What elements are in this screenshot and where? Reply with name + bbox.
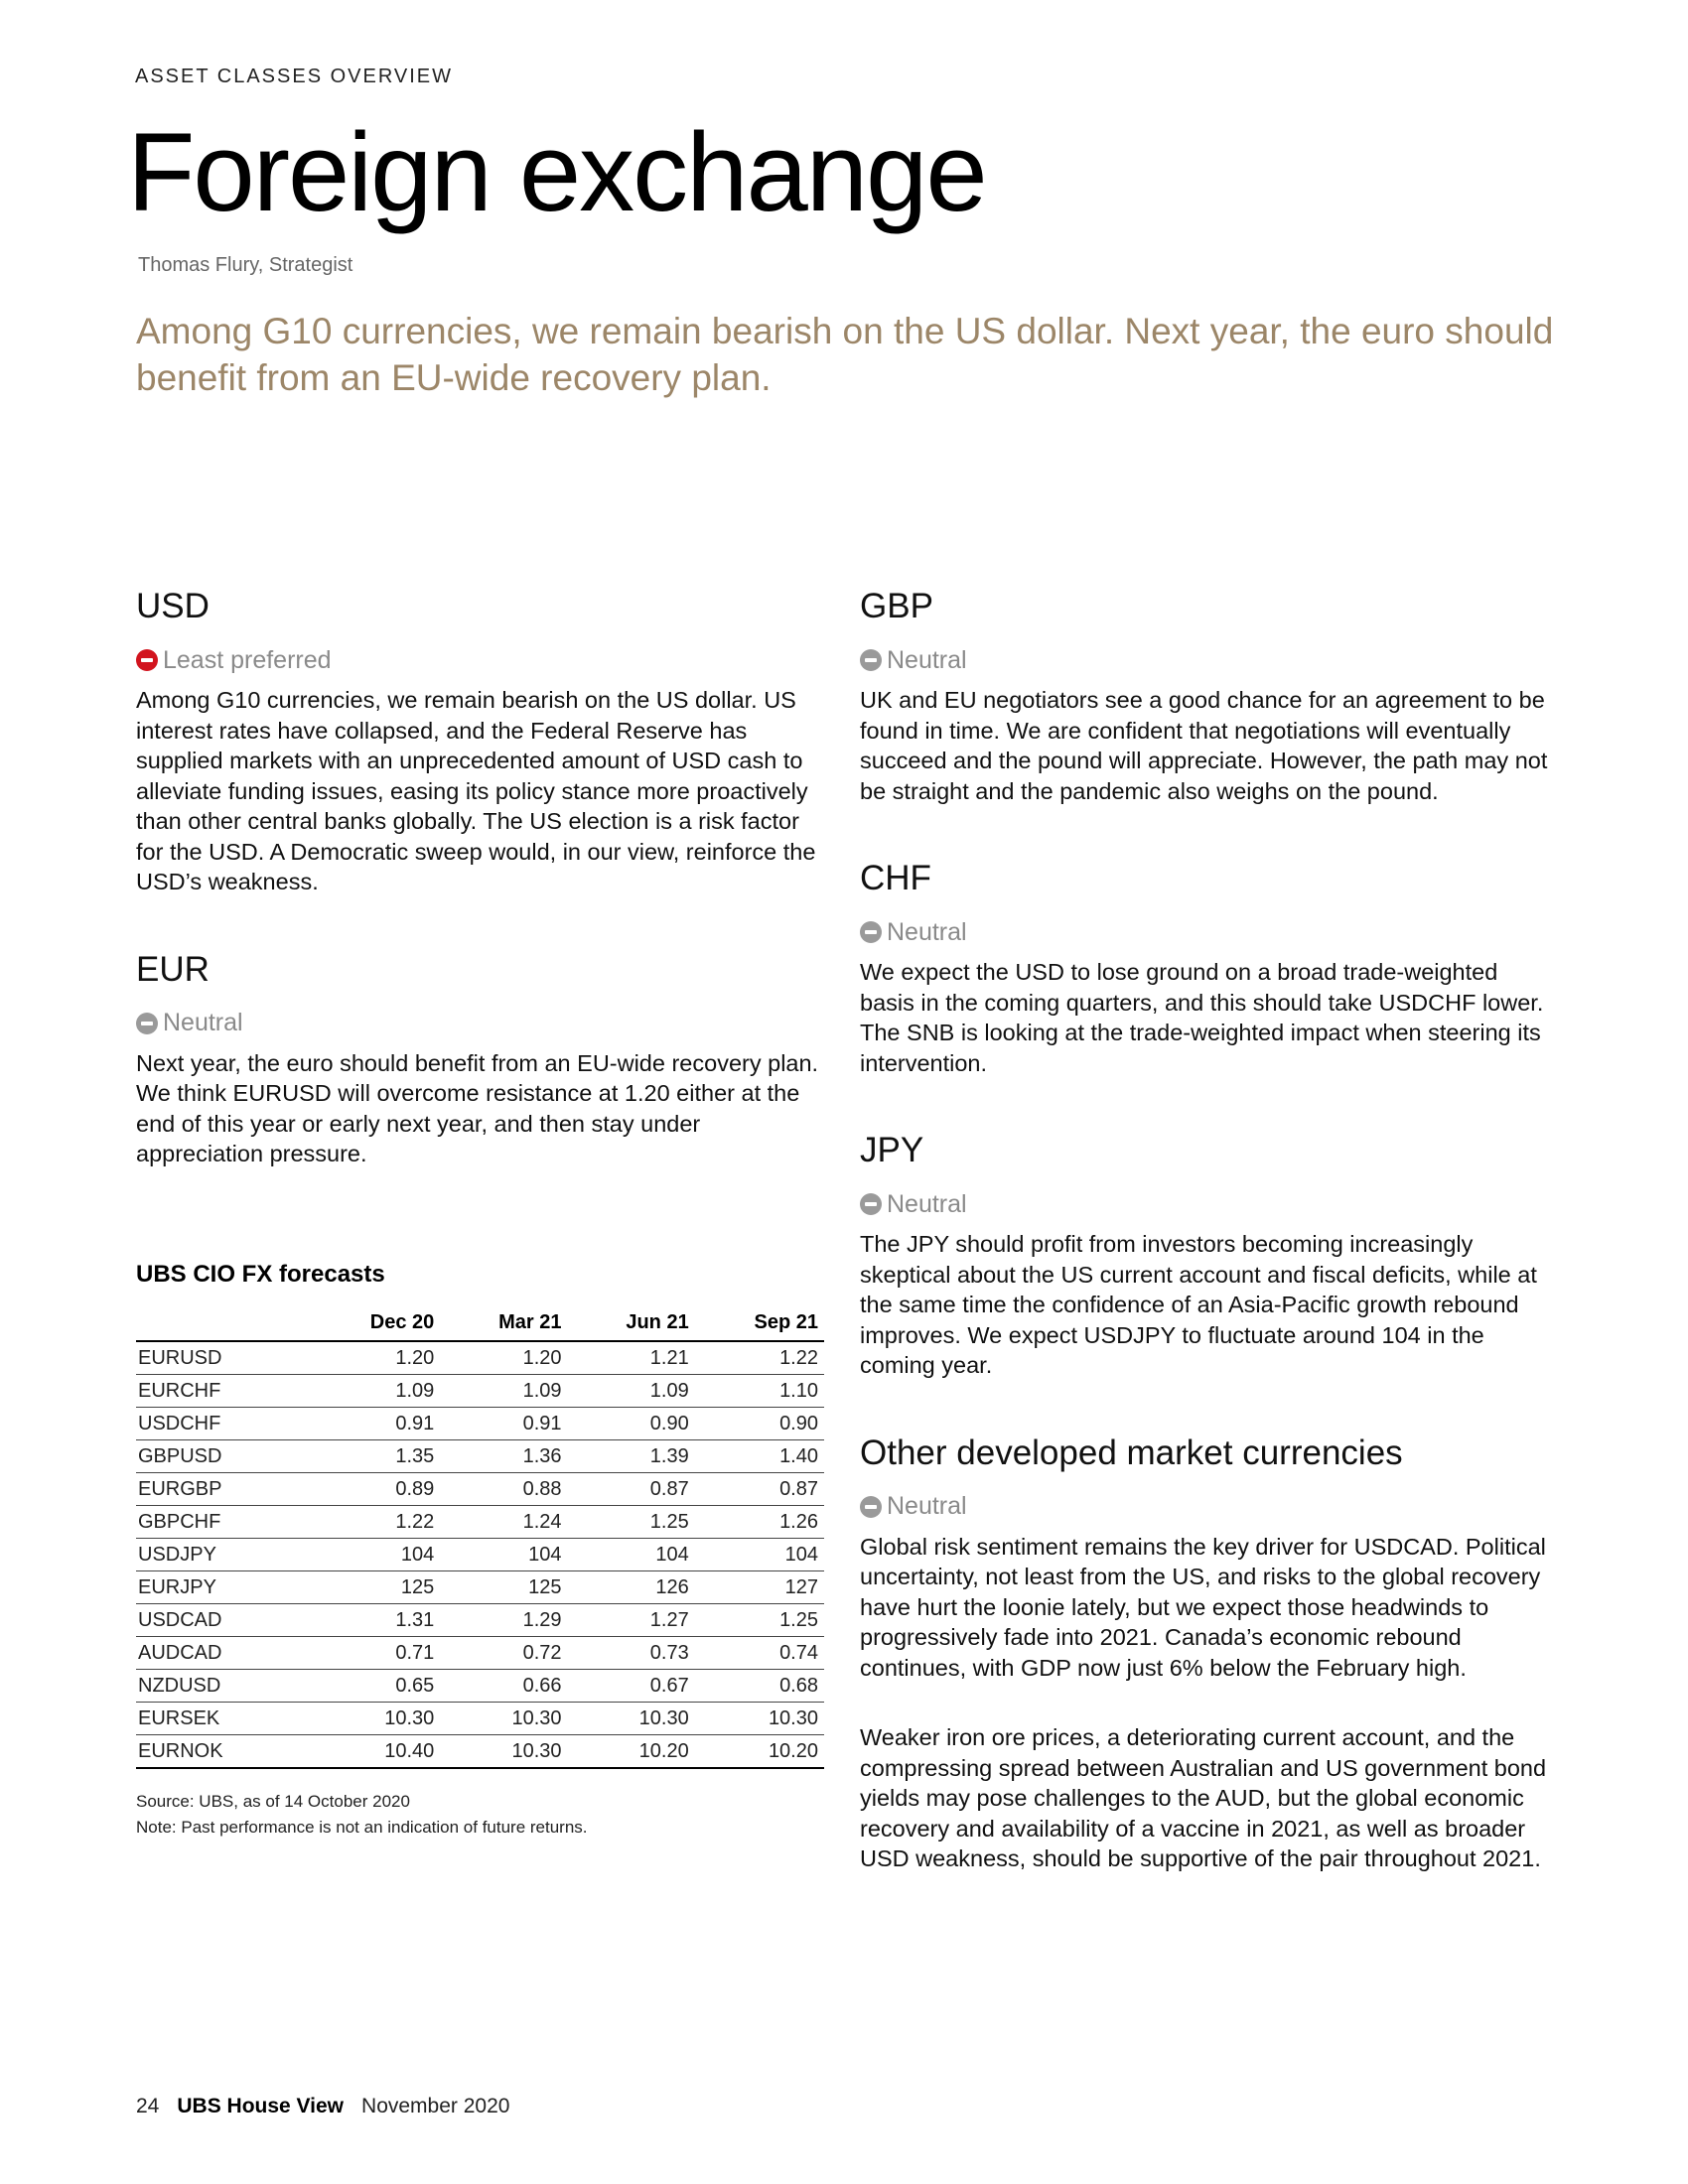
forecast-cell: 1.24 bbox=[440, 1506, 567, 1539]
forecast-cell: 125 bbox=[311, 1571, 440, 1604]
left-column bbox=[136, 586, 831, 1221]
other-dm-rating bbox=[860, 1492, 1555, 1522]
table-row bbox=[136, 1735, 824, 1769]
forecast-cell: 127 bbox=[695, 1571, 824, 1604]
forecast-cell: 10.30 bbox=[440, 1735, 567, 1769]
forecast-cell: 0.91 bbox=[440, 1408, 567, 1440]
table-row bbox=[136, 1473, 824, 1506]
usd-section bbox=[136, 586, 831, 897]
gbp-rating-label: Neutral bbox=[887, 645, 967, 674]
page-title: Foreign exchange bbox=[127, 110, 986, 234]
chf-rating bbox=[860, 917, 1555, 947]
publication-date: November 2020 bbox=[361, 2095, 510, 2117]
gbp-section bbox=[860, 586, 1555, 806]
forecast-cell: 1.39 bbox=[568, 1440, 695, 1473]
section-label: ASSET CLASSES OVERVIEW bbox=[135, 66, 454, 87]
forecast-cell: 10.20 bbox=[695, 1735, 824, 1769]
forecast-cell: 1.09 bbox=[568, 1375, 695, 1408]
author-byline: Thomas Flury, Strategist bbox=[138, 254, 353, 276]
currency-pair-cell: GBPUSD bbox=[136, 1440, 311, 1473]
forecast-cell: 1.29 bbox=[440, 1604, 567, 1637]
usd-rating-label: Least preferred bbox=[163, 645, 332, 674]
forecast-cell: 126 bbox=[568, 1571, 695, 1604]
forecast-cell: 1.26 bbox=[695, 1506, 824, 1539]
table-row bbox=[136, 1703, 824, 1735]
forecast-cell: 10.30 bbox=[311, 1703, 440, 1735]
table-row bbox=[136, 1604, 824, 1637]
eur-rating bbox=[136, 1009, 831, 1038]
eur-section bbox=[136, 949, 831, 1169]
forecast-cell: 1.25 bbox=[568, 1506, 695, 1539]
forecast-cell: 1.22 bbox=[311, 1506, 440, 1539]
forecast-cell: 0.68 bbox=[695, 1670, 824, 1703]
lead-paragraph: Among G10 currencies, we remain bearish on the US dollar. Next year, the euro should benefit from an EU-wide recovery plan. bbox=[136, 311, 1554, 398]
gbp-rating bbox=[860, 645, 1555, 675]
neutral-icon bbox=[136, 1013, 158, 1034]
gbp-heading: GBP bbox=[860, 587, 933, 625]
forecast-cell: 10.40 bbox=[311, 1735, 440, 1769]
currency-pair-cell: EURUSD bbox=[136, 1341, 311, 1375]
page-number: 24 bbox=[136, 2095, 160, 2117]
forecast-cell: 104 bbox=[311, 1539, 440, 1571]
forecast-cell: 0.71 bbox=[311, 1637, 440, 1670]
forecast-cell: 10.30 bbox=[695, 1703, 824, 1735]
fx-forecast-table bbox=[136, 1308, 824, 1769]
forecast-cell: 0.89 bbox=[311, 1473, 440, 1506]
chf-rating-label: Neutral bbox=[887, 917, 967, 946]
usd-heading: USD bbox=[136, 587, 210, 625]
column-header: Mar 21 bbox=[440, 1308, 567, 1341]
forecast-cell: 10.20 bbox=[568, 1735, 695, 1769]
chf-section bbox=[860, 858, 1555, 1078]
table-row bbox=[136, 1506, 824, 1539]
table-row bbox=[136, 1440, 824, 1473]
fx-forecast-table-block bbox=[136, 1261, 824, 1841]
forecast-cell: 104 bbox=[568, 1539, 695, 1571]
neutral-icon bbox=[860, 649, 882, 671]
other-dm-rating-label: Neutral bbox=[887, 1492, 967, 1520]
forecast-cell: 1.36 bbox=[440, 1440, 567, 1473]
forecast-cell: 0.87 bbox=[568, 1473, 695, 1506]
other-dm-heading: Other developed market currencies bbox=[860, 1433, 1403, 1472]
eur-rating-label: Neutral bbox=[163, 1009, 243, 1036]
other-dm-section bbox=[860, 1433, 1555, 1874]
neutral-icon bbox=[860, 1193, 882, 1215]
currency-pair-cell: AUDCAD bbox=[136, 1637, 311, 1670]
forecast-cell: 1.20 bbox=[440, 1341, 567, 1375]
table-row bbox=[136, 1539, 824, 1571]
page-footer bbox=[136, 2095, 509, 2118]
forecast-cell: 1.10 bbox=[695, 1375, 824, 1408]
forecast-cell: 1.09 bbox=[311, 1375, 440, 1408]
table-row bbox=[136, 1341, 824, 1375]
forecast-cell: 0.91 bbox=[311, 1408, 440, 1440]
jpy-rating-label: Neutral bbox=[887, 1189, 967, 1218]
forecast-cell: 1.31 bbox=[311, 1604, 440, 1637]
currency-pair-cell: EURGBP bbox=[136, 1473, 311, 1506]
publication-name: UBS House View bbox=[177, 2095, 345, 2117]
table-row bbox=[136, 1571, 824, 1604]
neutral-icon bbox=[860, 921, 882, 943]
column-header: Dec 20 bbox=[311, 1308, 440, 1341]
forecast-cell: 0.74 bbox=[695, 1637, 824, 1670]
disclaimer-note: Note: Past performance is not an indication of future returns. bbox=[136, 1818, 588, 1837]
forecast-cell: 0.87 bbox=[695, 1473, 824, 1506]
table-row bbox=[136, 1670, 824, 1703]
forecast-cell: 104 bbox=[695, 1539, 824, 1571]
forecast-cell: 1.22 bbox=[695, 1341, 824, 1375]
table-title: UBS CIO FX forecasts bbox=[136, 1261, 385, 1288]
usd-rating bbox=[136, 645, 831, 675]
currency-pair-cell: GBPCHF bbox=[136, 1506, 311, 1539]
currency-pair-cell: NZDUSD bbox=[136, 1670, 311, 1703]
currency-pair-cell: EURJPY bbox=[136, 1571, 311, 1604]
chf-heading: CHF bbox=[860, 859, 931, 897]
usd-text: Among G10 currencies, we remain bearish on the US dollar. US interest rates have collapsed, and the Federal Reserve has supplied markets with an unprecedented amount of USD cash to alleviate funding issues, easing its policy stance more proactively than other central banks globally. The US election is a risk factor for the USD. A Democratic sweep would, in our view, reinforce the USD’s weakness. bbox=[136, 687, 816, 894]
forecast-cell: 1.25 bbox=[695, 1604, 824, 1637]
jpy-heading: JPY bbox=[860, 1131, 924, 1169]
forecast-cell: 0.72 bbox=[440, 1637, 567, 1670]
forecast-cell: 1.21 bbox=[568, 1341, 695, 1375]
currency-pair-cell: EURCHF bbox=[136, 1375, 311, 1408]
forecast-cell: 1.35 bbox=[311, 1440, 440, 1473]
other-dm-text-aud: Weaker iron ore prices, a deteriorating current account, and the compressing spread between Australian and US government bond yields may pose challenges to the AUD, but the global economic recovery and availability of a vaccine in 2021, as well as broader USD weakness, should be supportive of the pair throughout 2021. bbox=[860, 1724, 1547, 1871]
chf-text: We expect the USD to lose ground on a broad trade-weighted basis in the coming quarters, and this should take USDCHF lower. The SNB is looking at the trade-weighted impact when steering its intervention. bbox=[860, 959, 1544, 1076]
currency-pair-cell: USDCAD bbox=[136, 1604, 311, 1637]
eur-heading: EUR bbox=[136, 949, 210, 989]
forecast-cell: 1.40 bbox=[695, 1440, 824, 1473]
table-row bbox=[136, 1408, 824, 1440]
forecast-cell: 104 bbox=[440, 1539, 567, 1571]
table-row bbox=[136, 1637, 824, 1670]
column-header: Sep 21 bbox=[695, 1308, 824, 1341]
forecast-cell: 0.73 bbox=[568, 1637, 695, 1670]
neutral-icon bbox=[860, 1496, 882, 1518]
forecast-cell: 0.90 bbox=[568, 1408, 695, 1440]
column-header bbox=[136, 1308, 311, 1341]
forecast-cell: 125 bbox=[440, 1571, 567, 1604]
forecast-cell: 10.30 bbox=[568, 1703, 695, 1735]
least-preferred-icon bbox=[136, 649, 158, 671]
right-column bbox=[860, 586, 1555, 1926]
forecast-cell: 0.65 bbox=[311, 1670, 440, 1703]
jpy-section bbox=[860, 1130, 1555, 1381]
eur-text: Next year, the euro should benefit from an EU-wide recovery plan. We think EURUSD will overcome resistance at 1.20 either at the end of this year or early next year, and then stay under appreciation pressure. bbox=[136, 1049, 819, 1166]
table-header-row bbox=[136, 1308, 824, 1341]
currency-pair-cell: USDCHF bbox=[136, 1408, 311, 1440]
forecast-cell: 0.66 bbox=[440, 1670, 567, 1703]
jpy-text: The JPY should profit from investors becoming increasingly skeptical about the US current account and fiscal deficits, while at the same time the confidence of an Asia-Pacific growth rebound improves. We expect USDJPY to fluctuate around 104 in the coming year. bbox=[860, 1231, 1537, 1378]
jpy-rating bbox=[860, 1189, 1555, 1219]
forecast-cell: 10.30 bbox=[440, 1703, 567, 1735]
forecast-cell: 0.90 bbox=[695, 1408, 824, 1440]
table-source bbox=[136, 1789, 824, 1841]
forecast-cell: 0.88 bbox=[440, 1473, 567, 1506]
column-header: Jun 21 bbox=[568, 1308, 695, 1341]
table-row bbox=[136, 1375, 824, 1408]
forecast-cell: 0.67 bbox=[568, 1670, 695, 1703]
forecast-cell: 1.27 bbox=[568, 1604, 695, 1637]
forecast-cell: 1.09 bbox=[440, 1375, 567, 1408]
other-dm-text-cad: Global risk sentiment remains the key driver for USDCAD. Political uncertainty, not least from the US, and risks to the global recovery have hurt the loonie lately, but we expect those headwinds to progressively fade into 2021. Canada’s economic rebound continues, with GDP now just 6% below the February high. bbox=[860, 1533, 1546, 1681]
forecast-cell: 1.20 bbox=[311, 1341, 440, 1375]
gbp-text: UK and EU negotiators see a good chance for an agreement to be found in time. We are confident that negotiations will eventually succeed and the pound will appreciate. However, the path may not be straight and the pandemic also weighs on the pound. bbox=[860, 687, 1548, 804]
source-text: Source: UBS, as of 14 October 2020 bbox=[136, 1792, 410, 1811]
currency-pair-cell: EURSEK bbox=[136, 1703, 311, 1735]
currency-pair-cell: USDJPY bbox=[136, 1539, 311, 1571]
currency-pair-cell: EURNOK bbox=[136, 1735, 311, 1769]
